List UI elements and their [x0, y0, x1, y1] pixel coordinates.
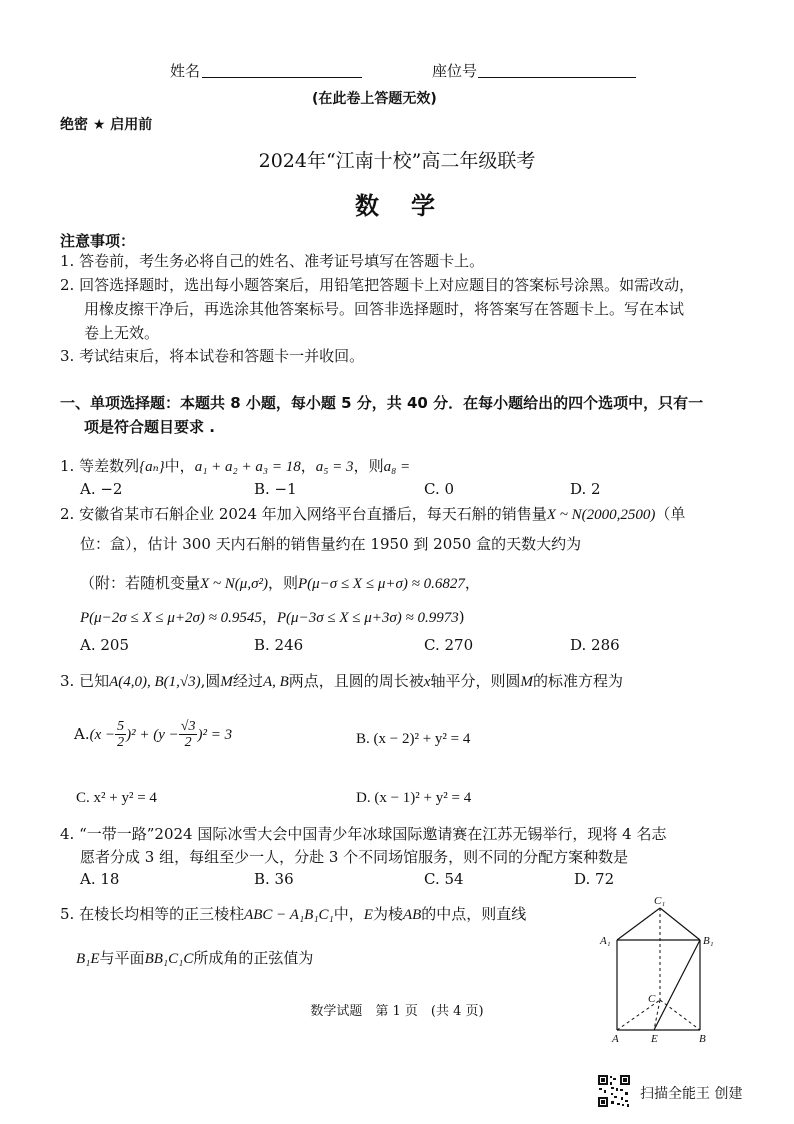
q2-note-f: P(μ−2σ ≤ X ≤ μ+2σ) ≈ 0.9545 [80, 610, 262, 626]
subject-title: 数 学 [355, 192, 439, 220]
q4-line2: 愿者分成 3 组，每组至少一人，分赴 3 个不同场馆服务，则不同的分配方案种数是 [80, 848, 629, 866]
scanner-watermark: 扫描全能王 创建 [640, 1086, 743, 1102]
q5-e: E [363, 907, 373, 923]
q2-note-g: ， [261, 608, 277, 626]
q5-c: 中， [333, 905, 364, 923]
q3-opta-frac2 [179, 720, 198, 750]
q2-option-a: A. 205 [80, 636, 129, 654]
q3-option-c: C. x² + y² = 4 [76, 790, 157, 806]
q3-opta-frac1 [115, 720, 126, 750]
q3-c: ,圆 [200, 672, 221, 690]
q5-i: 所成角的正弦值为 [193, 949, 314, 967]
q1-prefix: 1. 等差数列 [60, 457, 140, 475]
seat-blank [478, 60, 636, 78]
q3-ab: A, B [262, 674, 289, 690]
q3-opta-1: (x − [89, 727, 116, 743]
name-blank [202, 60, 362, 78]
q5-g: 的中点，则直线 [421, 905, 527, 923]
q2-note-d: P(μ−σ ≤ X ≤ μ+σ) ≈ 0.6827 [297, 576, 465, 592]
q2-line3 [80, 572, 480, 593]
seat-label: 座位号 [432, 62, 478, 80]
q2-option-d: D. 286 [570, 636, 620, 654]
label-c1: C₁ [654, 895, 666, 907]
q2-note-b: X ~ N(μ,σ²) [200, 576, 268, 592]
q3-opta-den1: 2 [117, 735, 125, 750]
q5-ab: AB [402, 907, 422, 923]
q3-opta-num1: 5 [117, 719, 125, 734]
exam-title: 2024年“江南十校”高二年级联考 [258, 150, 536, 172]
page-footer: 数学试题 第 1 页 (共 4 页) [310, 1004, 484, 1019]
label-b: B [699, 1033, 706, 1044]
q2-line4 [80, 606, 465, 627]
instruction-1: 1. 答卷前，考生务必将自己的姓名、准考证号填写在答题卡上。 [60, 252, 485, 270]
q2-note-h: P(μ−3σ ≤ X ≤ μ+3σ) ≈ 0.9973 [276, 610, 459, 626]
q3-i: 轴平分，则圆 [430, 672, 521, 690]
q1-mid: 中， [164, 457, 195, 475]
instruction-3: 3. 考试结束后，将本试卷和答题卡一并收回。 [60, 347, 365, 365]
q2-dist: X ~ N(2000,2500) [546, 507, 656, 523]
q5-a: 5. 在棱长均相等的正三棱柱 [60, 905, 245, 923]
q2-note-a: （附：若随机变量 [80, 574, 201, 592]
q2-option-b: B. 246 [254, 636, 304, 654]
q3-g: 两点，且圆的周长被 [288, 672, 424, 690]
name-label: 姓名 [170, 62, 201, 80]
q3-opta-3: )² = 3 [197, 727, 233, 743]
q1-option-c: C. 0 [424, 480, 455, 498]
q3-m1: M [220, 674, 233, 690]
q5-h: 与平面 [99, 949, 145, 967]
question-2 [60, 503, 685, 524]
notice: (在此卷上答题无效) [312, 91, 437, 107]
q5-prism: ABC − A₁B₁C₁ [244, 907, 334, 923]
q2-note-c: ，则 [267, 574, 298, 592]
label-b1: B₁ [703, 935, 714, 947]
q4-option-c: C. 54 [424, 870, 464, 888]
q2-note-e: ， [464, 574, 480, 592]
instruction-2: 2. 回答选择题时，选出每小题答案后，用铅笔把答题卡上对应题目的答案标号涂黑。如需改动， [60, 276, 695, 294]
q3-e: 经过 [232, 672, 263, 690]
label-c: C [648, 993, 656, 1005]
q3-option-a [74, 720, 232, 750]
q3-option-b: B. (x − 2)² + y² = 4 [356, 731, 471, 747]
q1-option-b: B. −1 [254, 480, 297, 498]
q1-option-d: D. 2 [570, 480, 601, 498]
q5-b1e: B₁E [76, 951, 100, 967]
q3-m2: M [520, 674, 533, 690]
q5-plane: BB₁C₁C [144, 951, 194, 967]
qr-code-icon [597, 1074, 631, 1108]
q3-opta-num2: √3 [180, 719, 196, 734]
q2-note-i: ) [458, 608, 465, 626]
q5-f: 为棱 [372, 905, 403, 923]
label-a1: A₁ [600, 935, 611, 947]
q1-sep: ， [300, 457, 316, 475]
question-5 [60, 903, 526, 924]
q4-option-d: D. 72 [574, 870, 615, 888]
secret-mark: 绝密 ★ 启用前 [60, 117, 153, 133]
question-4: 4. “一带一路”2024 国际冰雪大会中国青少年冰球国际邀请赛在江苏无锡举行，现将 4 名志 [60, 825, 667, 843]
q3-opta-prefix: A. [74, 725, 90, 743]
q2-text-c: （单 [655, 505, 686, 523]
instructions-heading: 注意事项： [60, 232, 136, 250]
label-e: E [651, 1033, 658, 1044]
q3-k: 的标准方程为 [532, 672, 623, 690]
q1-cond2: a₅ = 3 [315, 459, 354, 475]
q2-text-a: 2. 安徽省某市石斛企业 2024 年加入网络平台直播后，每天石斛的销售量 [60, 505, 547, 523]
q3-option-d: D. (x − 1)² + y² = 4 [356, 790, 472, 806]
q3-points: A(4,0), B(1,√3) [109, 674, 201, 690]
section-heading: 一、单项选择题：本题共 8 小题，每小题 5 分，共 40 分．在每小题给出的四个选项中，只有一 [60, 394, 704, 412]
q1-option-a: A. −2 [80, 480, 123, 498]
q3-opta-den2: 2 [184, 735, 192, 750]
q3-opta-2: )² + (y − [126, 727, 179, 743]
q1-seq: {aₙ} [139, 459, 165, 475]
label-a: A [612, 1033, 619, 1044]
q1-tail: ，则 [353, 457, 384, 475]
q4-option-a: A. 18 [80, 870, 120, 888]
question-1 [60, 455, 410, 476]
q4-option-b: B. 36 [254, 870, 294, 888]
q2-line2: 位：盒），估计 300 天内石斛的销售量约在 1950 到 2050 盒的天数大约为 [80, 535, 582, 553]
question-3 [60, 670, 623, 691]
q5-line2 [76, 947, 313, 968]
q1-cond1: a₁ + a₂ + a₃ = 18 [194, 459, 301, 475]
q1-ask: a₈ = [383, 459, 411, 475]
q3-a: 3. 已知 [60, 672, 110, 690]
instruction-2-cont: 用橡皮擦干净后，再选涂其他答案标号。回答非选择题时，将答案写在答题卡上。写在本试 [84, 300, 685, 318]
q3-x: x [423, 674, 431, 690]
prism-figure [592, 892, 722, 1044]
instruction-2-cont2: 卷上无效。 [84, 324, 160, 342]
section-heading-cont: 项是符合题目要求 . [84, 418, 215, 436]
q2-option-c: C. 270 [424, 636, 474, 654]
